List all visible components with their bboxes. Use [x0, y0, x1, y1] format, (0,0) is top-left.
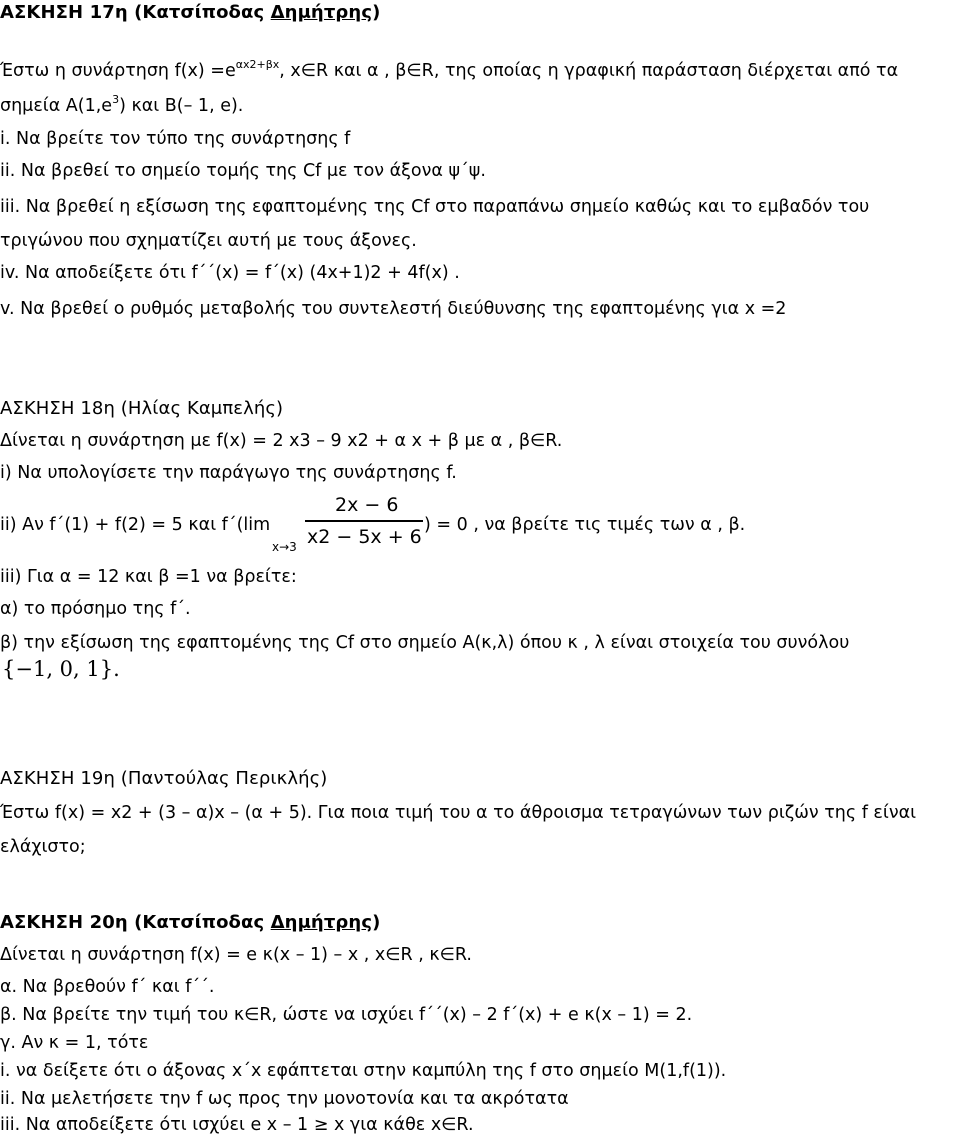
- exercise-18-part-i: i) Να υπολογίσετε την παράγωγο της συνάρτησης f.: [0, 463, 457, 483]
- exercise-18-given: Δίνεται η συνάρτηση με f(x) = 2 x3 – 9 x2 + α x + β με α , β∈R.: [0, 431, 563, 451]
- exercise-17-points: [0, 95, 243, 117]
- exercise-20-part-c-iii: iii. Να αποδείξετε ότι ισχύει e x – 1 ≥ x για κάθε x∈R.: [0, 1115, 474, 1135]
- exercise-18-title: ΑΣΚΗΣΗ 18η (Ηλίας Καμπελής): [0, 398, 284, 419]
- title-text: ΑΣΚΗΣΗ 20η (Κατσίποδας: [0, 912, 271, 933]
- exercise-20-part-c-i: i. να δείξετε ότι ο άξονας x΄x εφάπτεται στην καμπύλη της f στο σημείο Μ(1,f(1)).: [0, 1061, 727, 1081]
- title-text: ΑΣΚΗΣΗ 17η (Κατσίποδας: [0, 2, 271, 23]
- exercise-20-title: [0, 912, 380, 934]
- title-close: ): [372, 912, 381, 933]
- points-text-cont: ) και Β(– 1, e).: [119, 96, 244, 116]
- exercise-20-part-a: α. Να βρεθούν f΄ και f΄΄.: [0, 977, 215, 997]
- exercise-17-part-i: i. Να βρείτε τον τύπο της συνάρτησης f: [0, 129, 351, 149]
- exercise-18-part-ii-b: ) = 0 , να βρείτε τις τιμές των α , β.: [424, 515, 746, 535]
- exercise-17-part-ii: ii. Να βρεθεί το σημείο τομής της Cf με τον άξονα ψ΄ψ.: [0, 161, 486, 181]
- exercise-20-part-c: γ. Αν κ = 1, τότε: [0, 1033, 149, 1053]
- exercise-17-part-iv: iv. Να αποδείξετε ότι f΄΄(x) = f΄(x) (4x+1)2 + 4f(x) .: [0, 263, 460, 283]
- title-author-underlined: Δημήτρης: [270, 912, 373, 933]
- title-close: ): [372, 2, 381, 23]
- points-text: σημεία Α(1,e: [0, 96, 113, 116]
- intro-text: Έστω η συνάρτηση f(x) =e: [0, 61, 236, 81]
- exercise-17-intro: [0, 60, 898, 82]
- title-author-underlined: Δημήτρης: [270, 2, 373, 23]
- exercise-18-part-a: α) το πρόσημο της f΄.: [0, 599, 191, 619]
- fraction-numerator: 2x − 6: [335, 494, 399, 516]
- exercise-18-part-b: β) την εξίσωση της εφαπτομένης της Cf στο σημείο Α(κ,λ) όπου κ , λ είναι στοιχεία του συνόλου: [0, 633, 850, 653]
- exercise-20-part-c-ii: ii. Να μελετήσετε την f ως προς την μονοτονία και τα ακρότατα: [0, 1089, 569, 1109]
- exercise-18-part-iii: iii) Για α = 12 και β =1 να βρείτε:: [0, 567, 297, 587]
- set-expression: {−1, 0, 1}.: [2, 657, 120, 681]
- exercise-17-part-iii: iii. Να βρεθεί η εξίσωση της εφαπτομένης της Cf στο παραπάνω σημείο καθώς και το εμβαδόν του: [0, 197, 870, 217]
- fraction-denominator: x2 − 5x + 6: [307, 526, 422, 548]
- exercise-20-given: Δίνεται η συνάρτηση f(x) = e κ(x – 1) – x , x∈R , κ∈R.: [0, 945, 472, 965]
- fraction-bar: [305, 520, 423, 522]
- exercise-18-part-ii-a: ii) Αν f΄(1) + f(2) = 5 και f΄(lim: [0, 515, 271, 535]
- exercise-19-text: Έστω f(x) = x2 + (3 – α)x – (α + 5). Για ποια τιμή του α το άθροισμα τετραγώνων των ριζών της f είναι: [0, 803, 917, 823]
- exercise-19-title: ΑΣΚΗΣΗ 19η (Παντούλας Περικλής): [0, 768, 328, 789]
- exercise-19-text-cont: ελάχιστο;: [0, 837, 86, 857]
- intro-exponent: αx2+βx: [235, 58, 280, 71]
- limit-subscript: x→3: [272, 540, 297, 554]
- exercise-17-part-iii-cont: τριγώνου που σχηματίζει αυτή με τους άξονες.: [0, 231, 417, 251]
- intro-text-cont: , x∈R και α , β∈R, της οποίας η γραφική παράσταση διέρχεται από τα: [279, 61, 899, 81]
- limit-fraction: [305, 492, 435, 562]
- exercise-17-part-v: v. Να βρεθεί ο ρυθμός μεταβολής του συντελεστή διεύθυνσης της εφαπτομένης για x =2: [0, 299, 787, 319]
- exercise-20-part-b: β. Να βρείτε την τιμή του κ∈R, ώστε να ισχύει f΄΄(x) – 2 f΄(x) + e κ(x – 1) = 2.: [0, 1005, 693, 1025]
- points-exponent: 3: [112, 93, 120, 106]
- exercise-17-title: [0, 2, 380, 24]
